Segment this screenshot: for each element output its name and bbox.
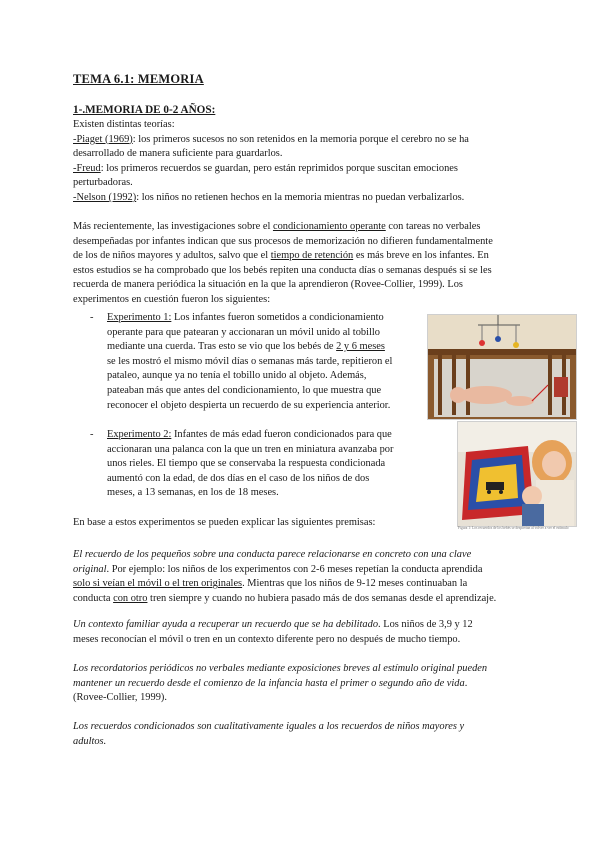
para-line: experimentos en cuestión fueron los siguientes: (73, 293, 271, 305)
para-line: Más recientemente, las investigaciones sobre el condicionamiento operante con tareas no verbales (73, 221, 481, 232)
exp-line: pateaban más que antes del condicionamiento, lo que muestra que (107, 384, 382, 396)
theory-piaget (73, 133, 529, 148)
theory-text: : los primeros sucesos no son retenidos en la memoria porque el cerebro no se ha (132, 133, 469, 145)
premise-line: meses reconocían el móvil o tren en un contexto diferente pero no después de mucho tiempo. (73, 633, 461, 645)
theory-author: -Nelson (1992) (73, 191, 137, 203)
premise-line: Un contexto familiar ayuda a recuperar un recuerdo que se ha debilitado. Los niños de 3,9 y 12 (73, 619, 473, 630)
premise-line: conducta con otro tren siempre y cuando no hubiera pasado más de dos semanas desde el aprendizaje. (73, 592, 497, 604)
exp-line: unos rieles. El tiempo que se conservaba la respuesta condicionada (107, 458, 386, 470)
theory-text: : los primeros recuerdos se guardan, pero están reprimidos porque suscitan emociones (100, 162, 458, 174)
photo-caption: Figura 1: Los recuerdos de los bebés se despiertan al volver a ver el estímulo (458, 526, 569, 530)
para-line: desempeñadas por infantes indican que sus procesos de memorización no difieren fundamentalmente (73, 235, 493, 247)
exp-line: mediante una cuerda. Tras esto se vio que los bebés de 2 y 6 meses (107, 341, 385, 353)
document-title: TEMA 6.1: MEMORIA (73, 72, 204, 86)
baby-crib-photo (427, 314, 577, 420)
theory-nelson (73, 191, 529, 206)
premise-line: Los recuerdos condicionados son cualitativamente iguales a los recuerdos de niños mayores y (73, 721, 465, 732)
theory-freud (73, 162, 529, 177)
theory-author: -Piaget (1969) (73, 133, 133, 145)
exp-line: operante para que patearan y accionaran un móvil unido al tobillo (107, 326, 380, 338)
theory-author: -Freud (73, 162, 101, 174)
list-dash: - (90, 312, 94, 323)
premise-line: El recuerdo de los pequeños sobre una conducta parece relacionarse en concreto con una clave (73, 549, 472, 560)
premise-4 (73, 720, 529, 749)
theory-piaget-cont: desarrollado de manera suficiente para guardarlos. (73, 148, 283, 160)
premise-3 (73, 662, 529, 706)
premise-line: solo si veían el móvil o el tren originales. Mientras que los niños de 9-12 meses continuaban la (73, 578, 468, 590)
list-dash: - (90, 429, 94, 440)
age-range: 2 y 6 meses (336, 341, 385, 353)
exp-line: meses, a 13 semanas, en los de 18 meses. (107, 487, 279, 499)
toddler-train-photo (457, 421, 577, 527)
experiment-label: Experimento 2: (107, 429, 172, 440)
theory-freud-cont: perturbadoras. (73, 177, 133, 189)
section-heading: 1-.MEMORIA DE 0-2 AÑOS: (73, 104, 216, 116)
exp-line: pataleo, aunque ya no tenía el tobillo unido al objeto. Además, (107, 370, 367, 382)
para-line: de los de niños mayores y adultos, salvo que el tiempo de retención es más breve en los infantes. En (73, 250, 489, 262)
para-line: estos estudios se ha comprobado que los bebés repiten una conducta días o semanas después si se les (73, 264, 492, 276)
theory-text: : los niños no retienen hechos en la memoria mientras no puedan verbalizarlos. (136, 191, 465, 203)
premise-line: adultos. (73, 735, 107, 747)
premise-line: (Rovee-Collier, 1999). (73, 692, 167, 704)
theories-block (73, 118, 529, 206)
research-paragraph (73, 220, 529, 308)
exp-line: reconocer el objeto despierta un recuerdo de su experiencia anterior. (107, 399, 391, 411)
exp-line: aumentó con la edad, de dos días en el caso de los niños de dos (107, 472, 370, 484)
retention-time-term: tiempo de retención (270, 250, 354, 262)
premise-1 (73, 548, 529, 606)
exp-line: se les mostró el mismo móvil días o semanas más tarde, repitieron el (107, 355, 393, 367)
experiment-1: Experimento 1: Los infantes fueron sometidos a condicionamiento operante para que patearan y accionaran un móvil unido al tobillo mediante una cuerda. Tras esto se vio que los bebés de 2 y 6 meses se les mostró el mismo móvil días o semanas más tarde, repitieron el pataleo, aunque ya no tenía el tobillo unido al objeto. Además, pateaban más que antes del condicionamiento, lo que muestra que reconocer el objeto despierta un recuerdo de su experiencia anterior. (107, 311, 417, 413)
premises-intro: En base a estos experimentos se pueden explicar las siguientes premisas: (73, 517, 376, 528)
experiment-label: Experimento 1: (107, 312, 172, 323)
premise-line: original. Por ejemplo: los niños de los experimentos con 2-6 meses repetían la conducta aprendida (73, 563, 483, 575)
toddler-train-illustration (458, 422, 576, 526)
premise-line: mantener un recuerdo desde el comienzo de la infancia hasta el primer o segundo año de vida. (73, 677, 468, 689)
premise-line: Los recordatorios periódicos no verbales mediante exposiciones breves al estímulo original pueden (73, 663, 488, 674)
theories-intro: Existen distintas teorías: (73, 119, 175, 130)
premise-2 (73, 618, 529, 647)
baby-crib-illustration (428, 315, 576, 419)
para-line: recuerda de manera periódica la situación en la que la aprendieron (Rovee-Collier, 1999). Los (73, 279, 463, 291)
exp-line: accionaran una palanca con la que un tren en miniatura avanzaba por (107, 443, 394, 455)
experiment-2: Experimento 2: Infantes de más edad fueron condicionados para que accionaran una palanca con la que un tren en miniatura avanzaba por unos rieles. El tiempo que se conservaba la respuesta condicionada aumentó con la edad, de dos días en el caso de los niños de dos meses, a 13 semanas, en los de 18 meses. (107, 428, 417, 501)
operant-conditioning-term: condicionamiento operante (272, 221, 386, 232)
